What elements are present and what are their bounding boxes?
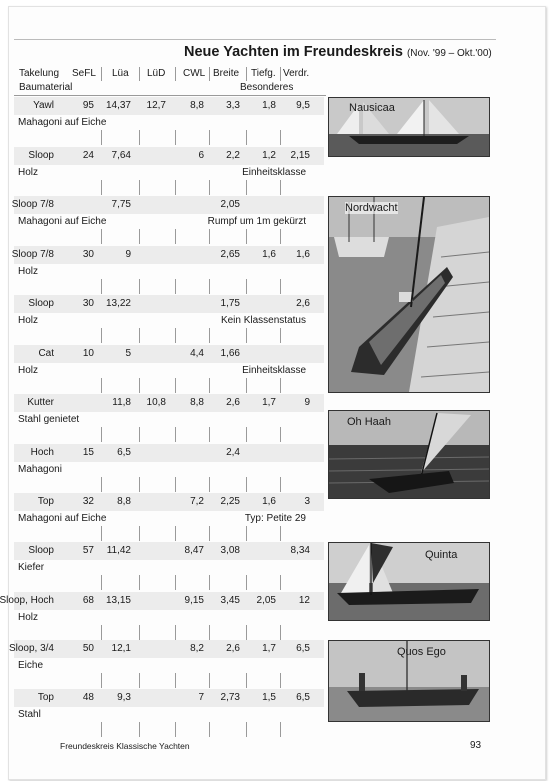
cell-material: Mahagoni auf Eiche	[18, 513, 107, 524]
cell-sefl: 50	[82, 643, 94, 654]
cell-lua: 13,22	[105, 298, 131, 309]
photo-nordwacht	[328, 196, 490, 393]
cell-lua: 11,8	[112, 397, 131, 408]
column-tick	[280, 279, 281, 294]
cell-sefl: 68	[82, 595, 94, 606]
column-tick	[175, 673, 176, 688]
cell-lua: 5	[125, 348, 131, 359]
cell-breite: 3,45	[220, 595, 240, 606]
column-tick	[175, 328, 176, 343]
cell-lua: 13,15	[105, 595, 131, 606]
column-tick	[280, 427, 281, 442]
cell-cwl: 6	[198, 150, 204, 161]
header-takelung: Takelung	[19, 68, 60, 79]
column-tick	[101, 130, 102, 145]
cell-verdr: 6,5	[296, 643, 310, 654]
row-shading	[14, 493, 324, 511]
cell-lud: 10,8	[146, 397, 166, 408]
header-divider	[246, 67, 247, 81]
column-tick	[209, 722, 210, 737]
cell-besonderes: Einheitsklasse	[242, 365, 306, 376]
photo-caption: Nordwacht	[345, 202, 398, 214]
cell-lua: 14,37	[105, 100, 131, 111]
cell-tiefg: 1,2	[262, 150, 276, 161]
column-tick	[139, 130, 140, 145]
cell-tiefg: 1,7	[262, 643, 276, 654]
column-tick	[139, 180, 140, 195]
cell-material: Mahagoni	[18, 464, 62, 475]
column-tick	[175, 477, 176, 492]
cell-breite: 3,3	[226, 100, 240, 111]
column-tick	[246, 229, 247, 244]
cell-sefl: 57	[82, 545, 94, 556]
column-tick	[209, 477, 210, 492]
column-tick	[175, 625, 176, 640]
row-shading	[14, 97, 324, 115]
row-shading	[14, 592, 324, 610]
cell-sefl: 48	[82, 692, 94, 703]
column-tick	[209, 673, 210, 688]
column-tick	[209, 130, 210, 145]
column-tick	[246, 722, 247, 737]
cell-takelung: Yawl	[33, 100, 54, 111]
photo-caption: Oh Haah	[347, 416, 392, 428]
column-tick	[280, 180, 281, 195]
photo-caption: Quos Ego	[397, 646, 446, 658]
column-tick	[280, 477, 281, 492]
cell-takelung: Sloop	[28, 298, 54, 309]
column-tick	[246, 328, 247, 343]
cell-breite: 2,73	[220, 692, 240, 703]
cell-takelung: Sloop, 3/4	[8, 643, 54, 654]
cell-takelung: Top	[37, 692, 54, 703]
cell-lua: 8,8	[117, 496, 131, 507]
cell-material: Holz	[18, 612, 39, 623]
column-tick	[139, 427, 140, 442]
cell-breite: 1,66	[220, 348, 240, 359]
page-subtitle: (Nov. '99 – Okt.'00)	[406, 48, 492, 59]
cell-tiefg: 1,8	[262, 100, 276, 111]
row-shading	[14, 689, 324, 707]
column-tick	[101, 722, 102, 737]
column-tick	[139, 673, 140, 688]
cell-breite: 2,4	[226, 447, 240, 458]
cell-lua: 9	[125, 249, 131, 260]
column-tick	[139, 229, 140, 244]
cell-verdr: 1,6	[296, 249, 310, 260]
cell-verdr: 3	[304, 496, 310, 507]
cell-breite: 2,05	[220, 199, 240, 210]
cell-breite: 2,6	[226, 643, 240, 654]
column-tick	[209, 625, 210, 640]
column-tick	[139, 477, 140, 492]
top-rule	[14, 39, 496, 40]
cell-verdr: 9	[304, 397, 310, 408]
cell-verdr: 9,5	[296, 100, 310, 111]
header-verdr: Verdr.	[283, 68, 310, 79]
header-divider	[175, 67, 176, 81]
column-tick	[101, 180, 102, 195]
column-tick	[101, 279, 102, 294]
cell-takelung: Cat	[38, 348, 54, 359]
cell-verdr: 2,15	[290, 150, 310, 161]
column-tick	[175, 229, 176, 244]
header-besonderes: Besonderes	[240, 82, 294, 93]
column-tick	[175, 279, 176, 294]
cell-cwl: 8,8	[190, 100, 204, 111]
header-divider	[209, 67, 210, 81]
cell-takelung: Sloop 7/8	[11, 249, 54, 260]
page-title: Neue Yachten im Freundeskreis (Nov. '99 – Okt.'00)	[184, 44, 492, 60]
cell-tiefg: 2,05	[256, 595, 276, 606]
column-tick	[246, 427, 247, 442]
column-tick	[246, 625, 247, 640]
photo-oh-haah	[328, 410, 490, 499]
column-tick	[175, 526, 176, 541]
cell-sefl: 10	[82, 348, 94, 359]
cell-cwl: 4,4	[190, 348, 204, 359]
column-tick	[101, 575, 102, 590]
row-shading	[14, 147, 324, 165]
column-tick	[175, 180, 176, 195]
cell-takelung: Sloop	[28, 150, 54, 161]
column-tick	[175, 378, 176, 393]
cell-verdr: 2,6	[296, 298, 310, 309]
column-tick	[139, 526, 140, 541]
photo-caption: Nausicaa	[349, 102, 395, 114]
column-tick	[246, 477, 247, 492]
column-tick	[280, 625, 281, 640]
cell-breite: 2,25	[220, 496, 240, 507]
column-tick	[139, 328, 140, 343]
column-tick	[280, 378, 281, 393]
cell-material: Holz	[18, 266, 39, 277]
column-tick	[101, 229, 102, 244]
column-tick	[209, 378, 210, 393]
cell-sefl: 24	[82, 150, 94, 161]
photo-quinta	[328, 542, 490, 621]
header-breite: Breite	[213, 68, 240, 79]
column-tick	[101, 328, 102, 343]
photo-quos-ego	[328, 640, 490, 722]
cell-cwl: 9,15	[184, 595, 204, 606]
cell-breite: 1,75	[220, 298, 240, 309]
cell-verdr: 8,34	[290, 545, 310, 556]
row-shading	[14, 394, 324, 412]
column-tick	[101, 625, 102, 640]
column-tick	[139, 279, 140, 294]
cell-material: Stahl	[18, 709, 41, 720]
cell-breite: 2,6	[226, 397, 240, 408]
column-tick	[101, 378, 102, 393]
cell-breite: 3,08	[220, 545, 240, 556]
cell-lua: 11,42	[106, 545, 131, 556]
table-row	[0, 493, 552, 541]
cell-lua: 7,75	[111, 199, 131, 210]
header-lud: LüD	[147, 68, 166, 79]
header-divider	[101, 67, 102, 81]
cell-sefl: 15	[82, 447, 94, 458]
column-tick	[139, 722, 140, 737]
cell-breite: 2,65	[220, 249, 240, 260]
cell-material: Kiefer	[18, 562, 45, 573]
cell-lua: 12,1	[111, 643, 131, 654]
cell-besonderes: Rumpf um 1m gekürzt	[207, 216, 306, 227]
cell-sefl: 32	[82, 496, 94, 507]
column-tick	[101, 477, 102, 492]
cell-takelung: Sloop 7/8	[11, 199, 54, 210]
column-tick	[175, 722, 176, 737]
cell-material: Mahagoni auf Eiche	[18, 216, 107, 227]
column-tick	[175, 575, 176, 590]
column-tick	[209, 328, 210, 343]
column-tick	[246, 180, 247, 195]
column-tick	[280, 526, 281, 541]
cell-lua: 6,5	[117, 447, 131, 458]
column-tick	[209, 526, 210, 541]
page-footer: Freundeskreis Klassische Yachten	[60, 741, 190, 751]
cell-verdr: 12	[298, 595, 310, 606]
column-tick	[280, 673, 281, 688]
column-tick	[246, 526, 247, 541]
cell-verdr: 6,5	[296, 692, 310, 703]
header-cwl: CWL	[183, 68, 206, 79]
photo-nausicaa	[328, 97, 490, 157]
column-tick	[209, 229, 210, 244]
row-shading	[11, 196, 324, 214]
cell-takelung: Hoch	[30, 447, 54, 458]
column-tick	[175, 427, 176, 442]
header-tiefg: Tiefg.	[251, 68, 276, 79]
page-number: 93	[470, 740, 482, 751]
cell-material: Mahagoni auf Eiche	[18, 117, 107, 128]
cell-sefl: 95	[82, 100, 94, 111]
cell-breite: 2,2	[226, 150, 240, 161]
cell-lua: 7,64	[111, 150, 131, 161]
cell-material: Stahl genietet	[18, 414, 80, 425]
column-tick	[209, 180, 210, 195]
cell-tiefg: 1,6	[262, 249, 276, 260]
cell-takelung: Kutter	[27, 397, 54, 408]
row-shading	[14, 295, 324, 313]
cell-cwl: 8,47	[184, 545, 204, 556]
column-tick	[139, 625, 140, 640]
column-tick	[280, 130, 281, 145]
header-divider	[139, 67, 140, 81]
row-shading	[14, 345, 324, 363]
row-shading	[11, 246, 324, 264]
cell-tiefg: 1,7	[262, 397, 276, 408]
header-sefl: SeFL	[72, 68, 96, 79]
header-rule	[14, 95, 326, 96]
photo-caption: Quinta	[425, 549, 458, 561]
row-shading	[14, 640, 324, 658]
cell-besonderes: Typ: Petite 29	[244, 513, 306, 524]
row-shading	[14, 444, 324, 462]
cell-cwl: 8,8	[190, 397, 204, 408]
column-tick	[209, 279, 210, 294]
cell-lua: 9,3	[117, 692, 131, 703]
header-divider	[280, 67, 281, 81]
column-tick	[246, 378, 247, 393]
column-tick	[101, 673, 102, 688]
cell-lud: 12,7	[146, 100, 166, 111]
cell-cwl: 7,2	[190, 496, 204, 507]
cell-besonderes: Einheitsklasse	[242, 167, 306, 178]
cell-takelung: Sloop, Hoch	[0, 595, 54, 606]
cell-takelung: Top	[37, 496, 54, 507]
cell-sefl: 30	[82, 249, 94, 260]
column-tick	[139, 575, 140, 590]
column-tick	[280, 328, 281, 343]
column-tick	[101, 526, 102, 541]
column-tick	[246, 673, 247, 688]
column-tick	[280, 229, 281, 244]
row-shading	[14, 542, 324, 560]
cell-besonderes: Kein Klassenstatus	[220, 315, 306, 326]
cell-tiefg: 1,5	[262, 692, 276, 703]
header-baumaterial: Baumaterial	[19, 82, 73, 93]
cell-takelung: Sloop	[28, 545, 54, 556]
cell-material: Holz	[18, 315, 39, 326]
column-tick	[246, 575, 247, 590]
cell-material: Holz	[18, 167, 39, 178]
cell-cwl: 7	[198, 692, 204, 703]
column-tick	[139, 378, 140, 393]
cell-material: Holz	[18, 365, 39, 376]
column-tick	[280, 722, 281, 737]
column-tick	[246, 130, 247, 145]
column-tick	[209, 427, 210, 442]
cell-sefl: 30	[82, 298, 94, 309]
header-lua: Lüa	[112, 68, 129, 79]
column-tick	[246, 279, 247, 294]
column-tick	[280, 575, 281, 590]
cell-tiefg: 1,6	[262, 496, 276, 507]
column-tick	[101, 427, 102, 442]
cell-cwl: 8,2	[190, 643, 204, 654]
column-tick	[175, 130, 176, 145]
column-tick	[209, 575, 210, 590]
cell-material: Eiche	[18, 660, 44, 671]
